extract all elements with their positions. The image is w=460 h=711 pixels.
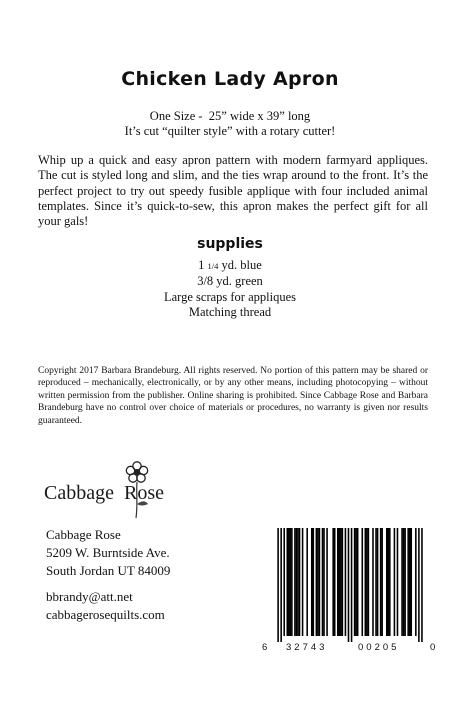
size-line: One Size - 25” wide x 39” long <box>149 109 311 123</box>
supply-fraction: 1/4 <box>207 261 219 271</box>
barcode-bar <box>283 528 285 636</box>
cabbage-rose-logo <box>40 460 210 520</box>
barcode-bar <box>294 528 296 636</box>
address-line: South Jordan UT 84009 <box>46 563 171 578</box>
barcode-bar <box>290 528 292 636</box>
barcode-bar <box>357 528 359 636</box>
barcode-bar <box>288 528 290 636</box>
barcode-bar <box>297 528 299 636</box>
barcode-bar <box>306 528 308 636</box>
barcode-check-digit: 0 <box>430 642 436 653</box>
barcode-bar <box>372 528 374 636</box>
barcode-bar <box>280 528 282 642</box>
upc-barcode <box>262 528 438 658</box>
barcode-bar <box>311 528 313 636</box>
barcode-bar <box>361 528 363 636</box>
barcode-bar <box>375 528 377 636</box>
barcode-first-digit: 6 <box>262 642 268 653</box>
barcode-bar <box>407 528 409 636</box>
barcode-bar <box>389 528 391 636</box>
supply-whole: 1 <box>198 258 205 272</box>
barcode-bars <box>262 528 438 642</box>
contact-info <box>46 588 165 624</box>
barcode-bar <box>354 528 356 636</box>
address-line: Cabbage Rose <box>46 527 121 542</box>
barcode-bar <box>326 528 328 636</box>
barcode-bar <box>355 528 357 636</box>
barcode-bar <box>415 528 417 636</box>
barcode-bar <box>337 528 339 636</box>
barcode-bar <box>317 528 319 636</box>
barcode-bar <box>277 528 279 642</box>
barcode-bar <box>397 528 399 636</box>
barcode-bar <box>316 528 318 636</box>
website-address[interactable]: cabbagerosequilts.com <box>46 607 165 622</box>
copyright-notice: Copyright 2017 Barbara Brandeburg. All rights reserved. No portion of this pattern may be shared or reproduced – mechanically, electronically, or by any other means, including photocopying – without written permission from the publisher. Online sharing is prohibited. Since Cabbage Rose and Barbara Brandeburg have no control over choice of materials or procedures, no warranty is given nor results guaranteed. <box>38 366 428 426</box>
barcode-bar <box>334 528 336 636</box>
barcode-bar <box>403 528 405 636</box>
barcode-bar <box>401 528 403 636</box>
barcode-bar <box>418 528 420 642</box>
barcode-bar <box>296 528 298 636</box>
address-line: 5209 W. Burntside Ave. <box>46 545 170 560</box>
email-address[interactable]: bbrandy@att.net <box>46 589 133 604</box>
barcode-bar <box>322 528 324 636</box>
barcode-bar <box>299 528 301 636</box>
barcode-bar <box>351 528 353 642</box>
logo-wordmark <box>44 482 164 505</box>
barcode-bar <box>340 528 342 636</box>
supply-rest: yd. blue <box>221 258 262 272</box>
barcode-bar <box>302 528 304 636</box>
barcode-bar <box>410 528 412 636</box>
barcode-bar <box>339 528 341 636</box>
barcode-right-digits: 00205 <box>358 642 400 653</box>
barcode-bar <box>291 528 293 636</box>
supply-item <box>0 258 460 274</box>
barcode-bar <box>332 528 334 636</box>
barcode-bar <box>388 528 390 636</box>
barcode-bar <box>313 528 315 636</box>
barcode-bar <box>421 528 423 642</box>
barcode-bar <box>381 528 383 636</box>
supply-item: 3/8 yd. green <box>197 274 263 289</box>
barcode-left-digits: 32743 <box>286 642 328 653</box>
barcode-bar <box>286 528 288 636</box>
logo-word-rose: Rose <box>123 482 164 504</box>
barcode-bar <box>323 528 325 636</box>
supply-item: Matching thread <box>188 304 272 319</box>
barcode-bar <box>365 528 367 636</box>
barcode-bar <box>386 528 388 636</box>
supplies-heading: supplies <box>197 236 263 252</box>
barcode-bar <box>366 528 368 636</box>
barcode-bar <box>404 528 406 636</box>
barcode-bar <box>409 528 411 636</box>
supplies-list <box>0 258 460 320</box>
pattern-description: Whip up a quick and easy apron pattern with modern farmyard appliques. The cut is styled long and slim, and the ties wrap around to the front. It’s the perfect project to try out speedy fusible applique with four included animal templates. Since it’s quick-to-sew, this apron makes the perfect gift for all your gals! <box>38 153 428 229</box>
barcode-bar <box>319 528 321 636</box>
barcode-bar <box>394 528 396 636</box>
barcode-bar <box>368 528 370 636</box>
supply-item: Large scraps for appliques <box>163 289 296 304</box>
mailing-address <box>46 526 170 580</box>
logo-word-cabbage: Cabbage <box>44 482 114 504</box>
barcode-bar <box>342 528 344 636</box>
barcode-bar <box>348 528 350 642</box>
barcode-bar <box>380 528 382 636</box>
barcode-bar <box>377 528 379 636</box>
cut-line: It’s cut “quilter style” with a rotary cutter! <box>124 124 336 138</box>
pattern-title: Chicken Lady Apron <box>121 68 339 90</box>
barcode-bar <box>345 528 347 636</box>
